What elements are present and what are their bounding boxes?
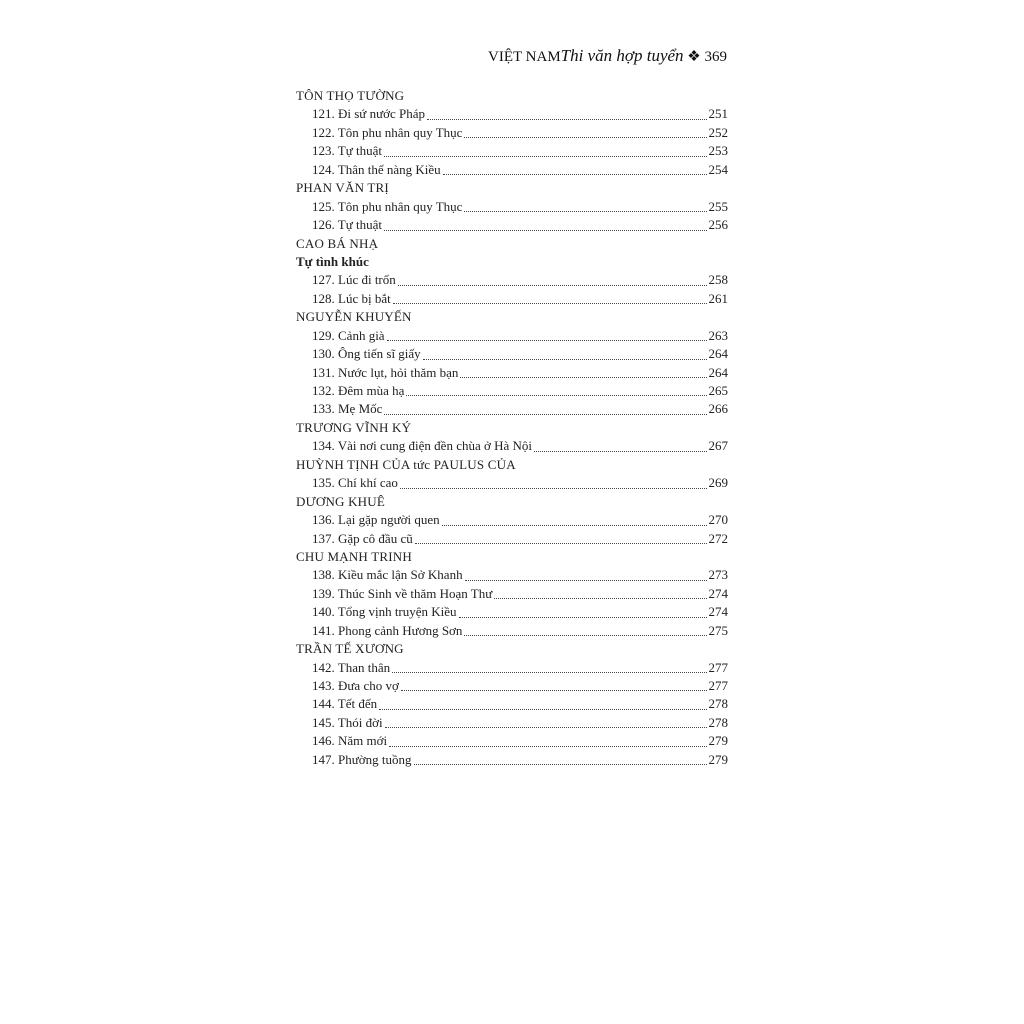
toc-entry-page: 278 — [708, 714, 728, 730]
toc-entry-page: 277 — [708, 659, 728, 675]
dot-leader — [459, 617, 707, 618]
toc-entry-page: 263 — [708, 327, 728, 343]
toc-entry-title: 145. Thói đời — [312, 714, 383, 730]
dot-leader — [427, 119, 706, 120]
toc-entry-page: 274 — [708, 585, 728, 601]
toc-entry-title: 139. Thúc Sinh về thăm Hoạn Thư — [312, 585, 493, 601]
toc-entry-page: 256 — [708, 217, 728, 233]
toc-entry-title: 123. Tự thuật — [312, 143, 382, 159]
toc-entry-page: 266 — [708, 401, 728, 417]
toc-entry — [296, 530, 728, 548]
toc-entry-page: 258 — [708, 272, 728, 288]
toc-author-heading: PHAN VĂN TRỊ — [296, 180, 389, 196]
toc-entry — [296, 271, 728, 289]
dot-leader — [379, 709, 706, 710]
dot-leader — [393, 303, 707, 304]
toc-entry-title: 132. Đêm mùa hạ — [312, 383, 405, 398]
toc-entry-title: 125. Tôn phu nhân quy Thục — [312, 198, 463, 214]
toc-entry — [296, 216, 728, 234]
running-header — [488, 46, 727, 66]
toc-author-heading: DƯƠNG KHUÊ — [296, 493, 385, 509]
toc-author-heading: NGUYỄN KHUYẾN — [296, 309, 412, 325]
dot-leader — [384, 230, 707, 231]
toc-entry — [296, 290, 728, 308]
dot-leader — [401, 690, 707, 691]
toc-entry — [296, 603, 728, 621]
dot-leader — [400, 488, 707, 489]
toc-entry — [296, 124, 728, 142]
header-separator-glyph: ❖ — [687, 49, 701, 65]
toc-entry — [296, 161, 728, 179]
table-of-contents — [296, 87, 728, 769]
dot-leader — [465, 580, 707, 581]
toc-author-heading: CHU MẠNH TRINH — [296, 548, 412, 564]
toc-entry-title: 141. Phong cảnh Hương Sơn — [312, 622, 463, 638]
toc-entry — [296, 364, 728, 382]
toc-entry-page: 264 — [708, 364, 728, 380]
toc-entry — [296, 751, 728, 769]
toc-entry-title: 127. Lúc đi trốn — [312, 272, 396, 288]
toc-entry-page: 278 — [708, 696, 728, 712]
toc-entry-page: 274 — [708, 604, 728, 620]
dot-leader — [406, 395, 706, 396]
toc-entry-page: 275 — [708, 622, 728, 638]
dot-leader — [387, 340, 707, 341]
toc-entry-page: 270 — [708, 512, 728, 528]
toc-entry — [296, 345, 728, 363]
toc-entry — [296, 622, 728, 640]
dot-leader — [443, 174, 707, 175]
toc-entry-title: 142. Than thân — [312, 659, 391, 675]
dot-leader — [392, 672, 706, 673]
toc-entry-page: 252 — [708, 124, 728, 140]
toc-entry-page: 273 — [708, 567, 728, 583]
toc-entry-title: 122. Tôn phu nhân quy Thục — [312, 124, 463, 140]
toc-entry-page: 277 — [708, 678, 728, 693]
toc-author-heading: CAO BÁ NHẠ — [296, 235, 379, 251]
dot-leader — [415, 543, 707, 544]
toc-entry — [296, 695, 728, 713]
dot-leader — [460, 377, 706, 378]
toc-entry — [296, 474, 728, 492]
toc-entry-title: 140. Tổng vịnh truyện Kiều — [312, 604, 457, 620]
toc-entry-page: 267 — [708, 438, 728, 454]
header-prefix: VIỆT NAM — [488, 49, 561, 65]
toc-entry-page: 261 — [708, 290, 728, 306]
toc-entry-page: 264 — [708, 346, 728, 362]
toc-entry — [296, 327, 728, 345]
toc-author-heading: TÔN THỌ TƯỜNG — [296, 88, 405, 103]
toc-entry-title: 147. Phường tuồng — [312, 751, 412, 767]
toc-entry — [296, 382, 728, 400]
toc-entry-page: 279 — [708, 733, 728, 749]
toc-entry-page: 255 — [708, 198, 728, 214]
toc-entry-title: 134. Vài nơi cung điện đền chùa ở Hà Nội — [312, 438, 533, 454]
dot-leader — [464, 211, 706, 212]
toc-entry — [296, 511, 728, 529]
toc-entry-title: 128. Lúc bị bắt — [312, 290, 391, 306]
toc-entry-page: 251 — [708, 106, 728, 122]
toc-entry-title: 124. Thân thế nàng Kiều — [312, 161, 441, 177]
toc-entry-title: 135. Chí khí cao — [312, 475, 398, 491]
toc-entry — [296, 105, 728, 123]
dot-leader — [398, 285, 707, 286]
dot-leader — [494, 598, 706, 599]
toc-entry-title: 129. Cảnh già — [312, 327, 385, 343]
toc-section-heading: Tự tình khúc — [296, 253, 369, 269]
toc-entry-title: 130. Ông tiến sĩ giấy — [312, 346, 421, 362]
toc-entry-page: 279 — [708, 751, 728, 767]
dot-leader — [423, 359, 707, 360]
dot-leader — [464, 635, 706, 636]
toc-entry — [296, 566, 728, 584]
toc-entry-title: 126. Tự thuật — [312, 217, 382, 233]
dot-leader — [389, 746, 706, 747]
toc-entry-page: 272 — [708, 530, 728, 546]
toc-author-heading: TRẦN TẾ XƯƠNG — [296, 641, 404, 657]
toc-entry — [296, 659, 728, 677]
dot-leader — [464, 137, 706, 138]
dot-leader — [414, 764, 707, 765]
toc-entry-title: 137. Gặp cô đầu cũ — [312, 530, 413, 546]
toc-entry-title: 133. Mẹ Mốc — [312, 401, 383, 417]
toc-entry — [296, 714, 728, 732]
toc-entry — [296, 677, 728, 695]
dot-leader — [385, 727, 707, 728]
page-number: 369 — [704, 49, 727, 65]
toc-entry — [296, 732, 728, 750]
toc-entry-title: 121. Đi sứ nước Pháp — [312, 106, 426, 122]
toc-entry — [296, 142, 728, 160]
dot-leader — [384, 414, 706, 415]
toc-entry-page: 253 — [708, 143, 728, 159]
toc-entry — [296, 437, 728, 455]
toc-author-heading: HUỲNH TỊNH CỦA tức PAULUS CỦA — [296, 456, 516, 472]
header-italic-title: Thi văn hợp tuyển — [560, 46, 684, 65]
toc-entry — [296, 400, 728, 418]
toc-entry-page: 265 — [708, 383, 728, 398]
toc-entry-title: 144. Tết đến — [312, 696, 378, 712]
toc-entry — [296, 585, 728, 603]
toc-entry-title: 143. Đưa cho vợ — [312, 678, 399, 693]
toc-entry-page: 254 — [708, 161, 728, 177]
toc-entry-title: 131. Nước lụt, hỏi thăm bạn — [312, 364, 459, 380]
toc-author-heading: TRƯƠNG VĨNH KÝ — [296, 419, 412, 435]
dot-leader — [534, 451, 706, 452]
toc-entry — [296, 198, 728, 216]
toc-entry-title: 146. Năm mới — [312, 733, 388, 749]
dot-leader — [384, 156, 707, 157]
dot-leader — [442, 525, 707, 526]
toc-entry-title: 136. Lại gặp người quen — [312, 512, 440, 528]
toc-entry-page: 269 — [708, 475, 728, 491]
toc-entry-title: 138. Kiều mắc lận Sở Khanh — [312, 567, 463, 583]
